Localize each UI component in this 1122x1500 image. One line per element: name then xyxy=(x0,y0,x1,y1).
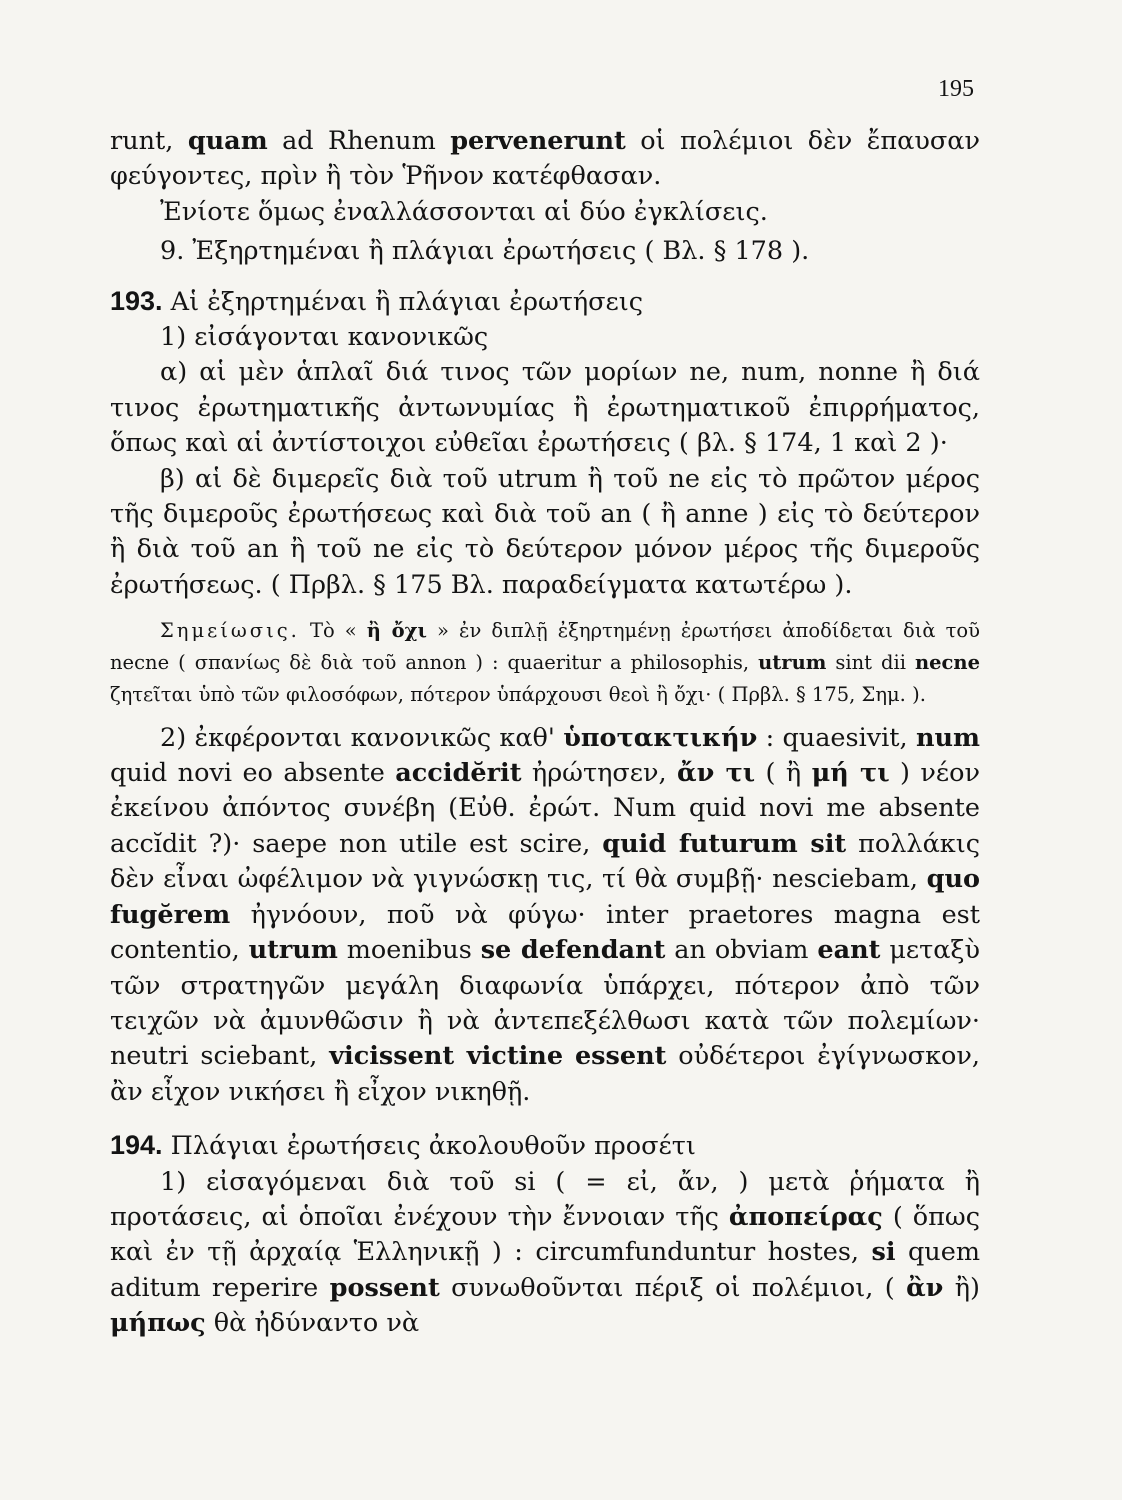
text-run: : quaesivit, xyxy=(757,722,916,753)
paragraph xyxy=(110,284,980,320)
text-run: οὐδέτεροι ἐγίγνωσκον, ἂν εἶχον νικήσει ἢ εἶχον νικηθῇ. xyxy=(110,1041,980,1107)
text-run: συνωθοῦνται πέριξ οἱ πολέμιοι, ( xyxy=(439,1272,907,1303)
text-run: quid novi eo absente xyxy=(110,758,396,789)
bold-term: se defendant xyxy=(480,935,666,966)
bold-term: necne xyxy=(914,651,980,675)
bold-term: possent xyxy=(329,1272,440,1303)
text-run: 2) ἐκφέρονται κανονικῶς καθ' xyxy=(160,722,564,753)
text-run: Αἱ ἐξηρτημέναι ἢ πλάγιαι ἐρωτήσεις xyxy=(162,286,644,317)
paragraph xyxy=(110,462,980,604)
text-run: quem aditum reperire xyxy=(110,1237,981,1303)
paragraph xyxy=(110,355,980,461)
bold-term: accidĕrit xyxy=(395,758,522,789)
bold-term: eant xyxy=(817,935,881,966)
bold-term: μή τι xyxy=(811,758,890,789)
page-number: 195 xyxy=(938,76,974,102)
paragraph xyxy=(110,1165,980,1342)
text-run: runt, xyxy=(110,126,188,156)
paragraph xyxy=(110,1128,980,1164)
text-run: ( ὅπως καὶ ἐν τῇ ἀρχαίᾳ Ἑλληνικῇ ) : circumfunduntur hostes, xyxy=(110,1201,980,1268)
bold-term: num xyxy=(915,722,981,753)
text-run: ) νέον ἐκείνου ἀπόντος συνέβη (Εὐθ. ἐρώτ. Num quid novi me absente accĭdit ?)· saepe non utile est scire, xyxy=(110,758,980,859)
body-text xyxy=(110,124,980,1342)
paragraph xyxy=(110,234,980,269)
bold-term: quid futurum sit xyxy=(602,828,847,859)
text-run: ἠγνόουν, ποῦ νὰ φύγω· inter praetores magna est contentio, xyxy=(110,899,980,966)
text-run: ἢ) xyxy=(943,1272,980,1303)
bold-term: ἄν τι xyxy=(677,758,756,789)
text-run: 1) εἰσάγονται κανονικῶς xyxy=(160,322,489,353)
bold-term: si xyxy=(871,1237,896,1268)
bold-term: utrum xyxy=(758,651,827,675)
text-run: Πλάγιαι ἐρωτήσεις ἀκολουθοῦν προσέτι xyxy=(162,1131,696,1162)
text-run: Ἐνίοτε ὅμως ἐναλλάσσονται αἱ δύο ἐγκλίσεις. xyxy=(160,196,768,227)
bold-term: ὑποτακτικήν xyxy=(563,722,758,753)
bold-term: μήπως xyxy=(110,1308,206,1339)
text-run: β) αἱ δὲ διμερεῖς διὰ τοῦ utrum ἢ τοῦ ne εἰς τὸ πρῶτον μέρος τῆς διμεροῦς ἐρωτήσεως καὶ διὰ τοῦ an ( ἢ anne ) εἰς τὸ δεύτερον ἢ διὰ τοῦ an ἢ τοῦ ne εἰς τὸ δεύτερον μόνον μέρος τῆς διμεροῦς ἐρωτήσεως. ( Πρβλ. § 175 Βλ. παραδείγματα κατωτέρω ). xyxy=(110,463,980,600)
text-run: οἱ πολέμιοι δὲν ἔπαυσαν φεύγοντες, πρὶν ἢ τὸν Ῥῆνον κατέφθασαν. xyxy=(110,126,981,192)
text-run: moenibus xyxy=(337,935,481,966)
text-run: » ἐν διπλῇ ἐξηρτημένῃ ἐρωτήσει ἀποδίδεται διὰ τοῦ necne ( σπανίως δὲ διὰ τοῦ annon ) : quaeritur a philosophis, xyxy=(110,619,980,675)
paragraph xyxy=(110,124,980,195)
text-run: ad Rhenum xyxy=(267,126,451,156)
text-run: sint dii xyxy=(826,651,915,675)
paragraph xyxy=(110,721,980,1110)
section-number: 193. xyxy=(110,285,163,316)
text-run: α) αἱ μὲν ἁπλαῖ διά τινος τῶν μορίων ne, num, nonne ἢ διά τινος ἐρωτηματικῆς ἀντωνυμίας ἢ ἐρωτηματικοῦ ἐπιρρήματος, ὅπως καὶ αἱ ἀντίστοιχοι εὐθεῖαι ἐρωτήσεις ( βλ. § 174, 1 καὶ 2 )· xyxy=(110,357,980,459)
bold-term: essent xyxy=(574,1041,667,1072)
text-run: 9. Ἐξηρτημέναι ἢ πλάγιαι ἐρωτήσεις ( Βλ. § 178 ). xyxy=(160,236,810,267)
paragraph xyxy=(110,320,980,355)
bold-term: ἀποπείρας xyxy=(728,1201,883,1232)
text-run: ( ἢ xyxy=(755,758,812,789)
text-run: Τὸ « xyxy=(299,619,367,643)
text-run: θὰ ἠδύναντο νὰ xyxy=(205,1308,420,1339)
paragraph xyxy=(110,615,980,710)
text-run: 1) εἰσαγόμεναι διὰ τοῦ si ( = εἰ, ἄν, ) μετὰ ῥήματα ἢ προτάσεις, αἱ ὁποῖαι ἐνέχουν τὴν ἔννοιαν τῆς xyxy=(110,1166,980,1232)
bold-term: quo fugĕrem xyxy=(110,864,980,930)
text-run: μεταξὺ τῶν στρατηγῶν μεγάλη διαφωνία ὑπάρχει, πότερον ἀπὸ τῶν τειχῶν νὰ ἀμυνθῶσιν ἢ νὰ ἀντεπεξέλθωσι κατὰ τῶν πολεμίων· neutri sciebant, xyxy=(110,935,980,1072)
bold-term: quam xyxy=(187,126,268,156)
text-run: Σημείωσις. xyxy=(160,619,300,643)
bold-term: ἂν xyxy=(906,1272,944,1303)
text-run: ζητεῖται ὑπὸ τῶν φιλοσόφων, πότερον ὑπάρχουσι θεοὶ ἢ ὄχι· ( Πρβλ. § 175, Σημ. ). xyxy=(110,682,926,706)
text-run xyxy=(563,1041,575,1071)
bold-term: vicissent victine xyxy=(329,1041,564,1072)
bold-term: ἢ ὄχι xyxy=(366,619,427,643)
text-run: πολλάκις δὲν εἶναι ὠφέλιμον νὰ γιγνώσκῃ τις, τί θὰ συμβῇ· nesciebam, xyxy=(110,828,981,895)
bold-term: utrum xyxy=(248,935,338,966)
section-number: 194. xyxy=(110,1130,163,1161)
text-run: an obviam xyxy=(665,935,818,966)
bold-term: pervenerunt xyxy=(450,126,626,156)
paragraph xyxy=(110,195,980,230)
text-run: ἠρώτησεν, xyxy=(521,758,678,789)
